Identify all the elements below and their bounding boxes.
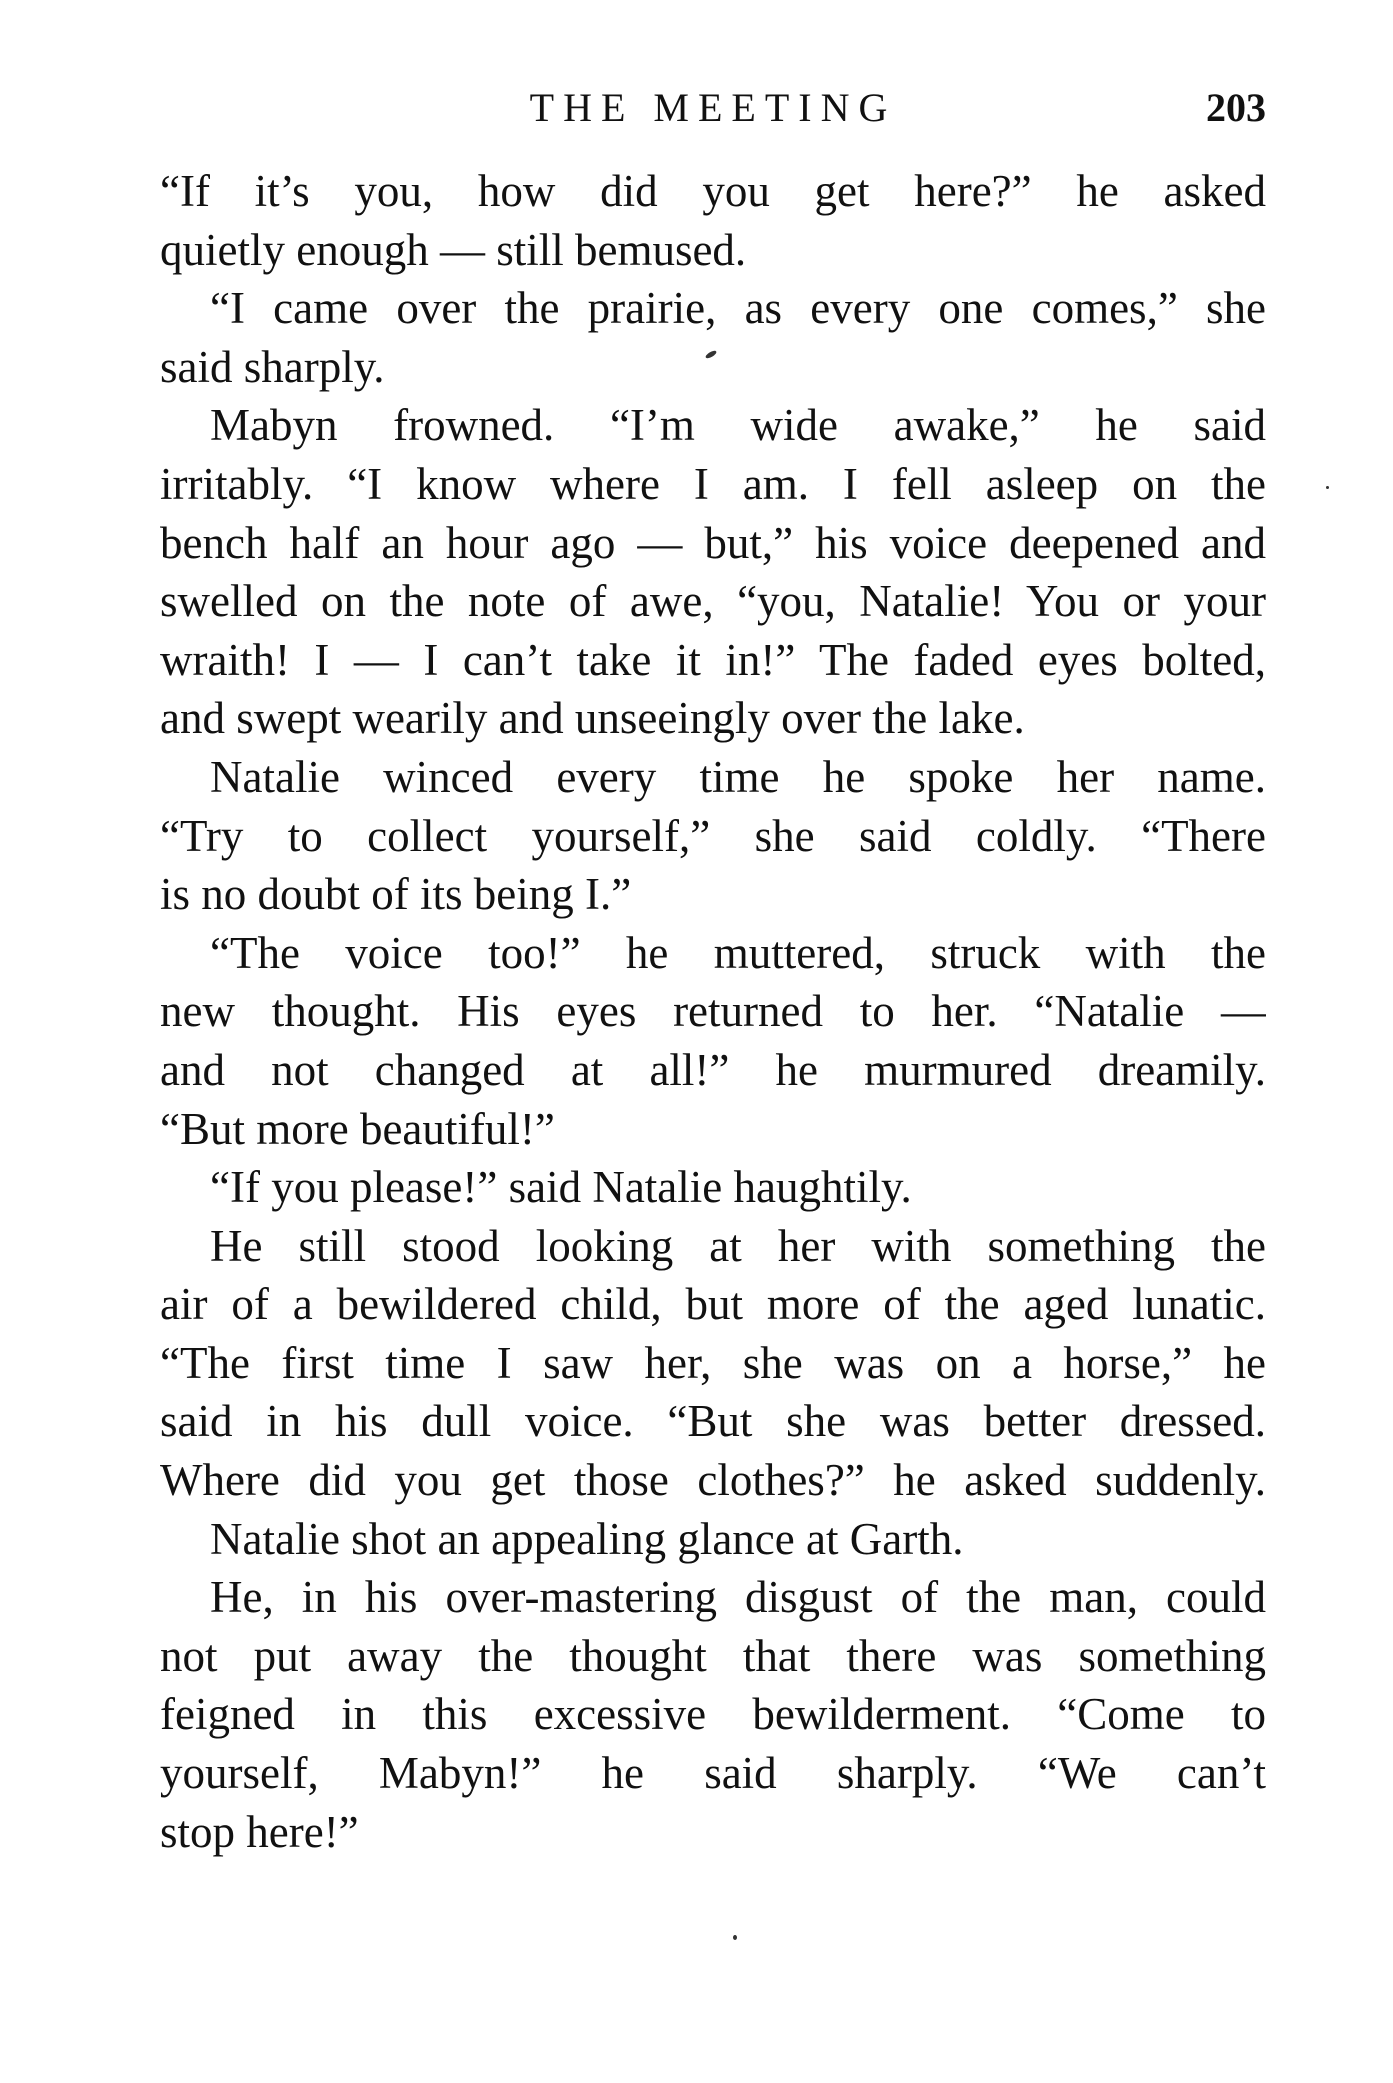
- text-line: said sharply.: [160, 341, 385, 392]
- page-number: 203: [1206, 85, 1266, 130]
- text-line: bench half an hour ago — but,” his voice deepened and: [160, 517, 1266, 568]
- text-line: air of a bewildered child, but more of the aged lunatic.: [160, 1279, 1266, 1330]
- text-line: “If you please!” said Natalie haughtily.: [210, 1162, 912, 1213]
- text-line: “The first time I saw her, she was on a horse,” he: [160, 1337, 1266, 1388]
- body-text: [160, 162, 1266, 1861]
- text-line: He still stood looking at her with something the: [210, 1220, 1266, 1271]
- text-line: new thought. His eyes returned to her. “Natalie —: [160, 986, 1266, 1037]
- text-line: “If it’s you, how did you get here?” he asked: [160, 166, 1266, 216]
- text-line: Where did you get those clothes?” he asked suddenly.: [160, 1455, 1266, 1506]
- text-line: said in his dull voice. “But she was better dressed.: [160, 1396, 1266, 1447]
- text-line: “The voice too!” he muttered, struck with the: [210, 927, 1266, 978]
- text-line: irritably. “I know where I am. I fell asleep on the: [160, 458, 1266, 509]
- text-line: quietly enough — still bemused.: [160, 224, 747, 275]
- ink-speck: [1326, 486, 1329, 489]
- text-line: “I came over the prairie, as every one comes,” she: [210, 283, 1266, 334]
- text-line: and swept wearily and unseeingly over the lake.: [160, 693, 1025, 744]
- running-title: THE MEETING: [529, 85, 897, 130]
- text-line: Natalie shot an appealing glance at Garth.: [210, 1513, 964, 1564]
- text-line: stop here!”: [160, 1806, 359, 1857]
- text-line: feigned in this excessive bewilderment. “Come to: [160, 1689, 1266, 1740]
- text-line: yourself, Mabyn!” he said sharply. “We can’t: [160, 1748, 1266, 1799]
- text-line: “But more beautiful!”: [160, 1103, 555, 1154]
- text-line: “Try to collect yourself,” she said coldly. “There: [160, 810, 1266, 861]
- text-line: and not changed at all!” he murmured dreamily.: [160, 1044, 1266, 1095]
- text-line: swelled on the note of awe, “you, Natalie! You or your: [160, 576, 1266, 627]
- running-head: [160, 78, 1266, 138]
- text-line: not put away the thought that there was something: [160, 1630, 1266, 1681]
- text-line: He, in his over-mastering disgust of the man, could: [210, 1572, 1266, 1623]
- ink-speck: [733, 1935, 737, 1940]
- text-line: is no doubt of its being I.”: [160, 869, 632, 920]
- text-line: wraith! I — I can’t take it in!” The faded eyes bolted,: [160, 634, 1266, 685]
- text-line: Mabyn frowned. “I’m wide awake,” he said: [210, 400, 1266, 451]
- text-line: Natalie winced every time he spoke her name.: [210, 751, 1266, 802]
